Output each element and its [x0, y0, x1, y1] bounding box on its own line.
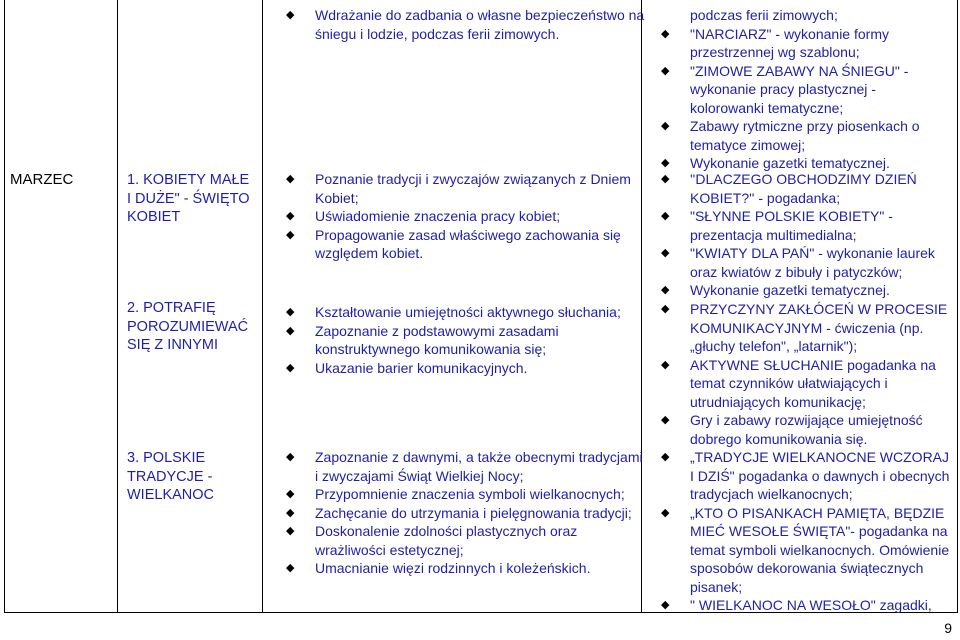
topic-3: 3. POLSKIE TRADYCJE - WIELKANOC: [127, 450, 215, 503]
goals-group-2: [286, 303, 645, 377]
activities-group-1: [661, 170, 952, 300]
bullet-icon: ◆: [286, 451, 295, 463]
goal-item: ◆ Wdrażanie do zadbania o własne bezpieczeństwo na śniegu i lodzie, podczas ferii zimowych.: [286, 7, 645, 42]
table-border-left: [4, 0, 5, 613]
bullet-icon: ◆: [661, 27, 670, 40]
table-border-col2: [262, 0, 263, 613]
goal-item: ◆ Propagowanie zasad właściwego zachowania się względem kobiet.: [286, 226, 621, 261]
bullet-icon: ◆: [286, 506, 295, 519]
activity-item: ◆ „TRADYCJE WIELKANOCNE WCZORAJ I DZIŚ" pogadanka o dawnych i obecnych tradycjach wielkanocnych;: [661, 449, 950, 502]
bullet-icon: ◆: [661, 303, 670, 315]
activity-item: ◆ ''DLACZEGO OBCHODZIMY DZIEŃ KOBIET?'' - pogadanka;: [661, 171, 917, 206]
bullet-icon: ◆: [286, 306, 295, 318]
bullet-icon: ◆: [661, 210, 670, 222]
bullet-icon: ◆: [661, 247, 670, 259]
bullet-icon: ◆: [661, 414, 670, 426]
bullet-icon: ◆: [286, 324, 295, 337]
goal-item: ◆ Ukazanie barier komunikacyjnych.: [286, 359, 528, 376]
activity-item: ◆ „KTO O PISANKACH PAMIĘTA, BĘDZIE MIEĆ WESOŁE ŚWIĘTA"- pogadanka na temat symboli wielkanocnych. Omówienie sposobów dekorowania świątecznych pisanek;: [661, 504, 950, 595]
page-number: 9: [944, 620, 952, 636]
activity-item: ◆ Wykonanie gazetki tematycznej.: [661, 155, 890, 171]
activity-item: ◆ Wykonanie gazetki tematycznej.: [661, 282, 890, 298]
bullet-icon: ◆: [286, 562, 295, 574]
activity-continued-text: podczas ferii zimowych;: [690, 7, 838, 23]
bullet-icon: ◆: [661, 599, 670, 611]
bullet-icon: ◆: [661, 506, 670, 519]
activity-item: ◆ Gry i zabawy rozwijające umiejętność dobrego komunikowania się.: [661, 412, 923, 447]
goal-item: ◆ Zachęcanie do utrzymania i pielęgnowania tradycji;: [286, 504, 632, 521]
bullet-icon: ◆: [286, 525, 295, 537]
bullet-icon: ◆: [661, 120, 670, 132]
activities-group-0: [661, 25, 952, 173]
bullet-icon: ◆: [286, 361, 295, 374]
activity-item: ◆ "NARCIARZ" - wykonanie formy przestrzennej wg szablonu;: [661, 25, 889, 60]
bullet-icon: ◆: [661, 157, 670, 169]
goal-item: ◆ Umacnianie więzi rodzinnych i koleżeńskich.: [286, 560, 591, 576]
goals-group-1: [286, 170, 645, 263]
goals-group-0: [286, 6, 645, 43]
bullet-icon: ◆: [286, 173, 295, 185]
activity-item: ◆ "KWIATY DLA PAŃ" - wykonanie laurek oraz kwiatów z bibuły i patyczków;: [661, 245, 935, 280]
goal-item: ◆ Doskonalenie zdolności plastycznych oraz wrażliwości estetycznej;: [286, 523, 578, 558]
activity-item: ◆ "ZIMOWE ZABAWY NA ŚNIEGU" - wykonanie pracy plastycznej - kolorowanki tematyczne;: [661, 62, 909, 116]
goal-item: ◆ Przypomnienie znaczenia symboli wielkanocnych;: [286, 486, 625, 502]
activity-item: ◆ PRZYCZYNY ZAKŁÓCEŃ W PROCESIE KOMUNIKACYJNYM - ćwiczenia (np. „głuchy telefon", „latarnik");: [661, 301, 948, 354]
goal-item: ◆ Zapoznanie z dawnymi, a także obecnymi tradycjami i zwyczajami Świąt Wielkiej Nocy;: [286, 449, 643, 484]
goal-item: ◆ Zapoznanie z podstawowymi zasadami konstruktywnego komunikowania się;: [286, 322, 559, 357]
activities-group-3: [661, 448, 952, 615]
goal-item: ◆ Poznanie tradycji i zwyczajów związanych z Dniem Kobiet;: [286, 171, 631, 206]
table-border-col1: [117, 0, 118, 613]
topic-2: 2. POTRAFIĘ POROZUMIEWAĆ SIĘ Z INNYMI: [127, 300, 249, 353]
bullet-icon: ◆: [286, 9, 295, 21]
bullet-icon: ◆: [661, 284, 670, 296]
topic-1: 1. KOBIETY MAŁE I DUŻE" - ŚWIĘTO KOBIET: [127, 172, 250, 225]
activity-item: ◆ "SŁYNNE POLSKIE KOBIETY" - prezentacja multimedialna;: [661, 208, 893, 243]
activity-item: ◆ AKTYWNE SŁUCHANIE pogadanka na temat czynników ułatwiających i utrudniających komunikację;: [661, 356, 936, 410]
bullet-icon: ◆: [286, 210, 295, 222]
activity-item: ◆ " WIELKANOC NA WESOŁO" zagadki,: [661, 597, 932, 613]
bullet-icon: ◆: [286, 228, 295, 241]
bullet-icon: ◆: [661, 358, 670, 371]
bullet-icon: ◆: [286, 488, 295, 500]
bullet-icon: ◆: [661, 64, 670, 77]
bullet-icon: ◆: [661, 451, 670, 463]
goals-group-3: [286, 448, 645, 578]
activities-continued: [690, 6, 952, 25]
month-label: MARZEC: [10, 171, 74, 188]
activities-group-2: [661, 300, 952, 448]
table-border-right: [957, 0, 958, 613]
goal-item: ◆ Uświadomienie znaczenia pracy kobiet;: [286, 208, 561, 224]
goal-item: ◆ Kształtowanie umiejętności aktywnego słuchania;: [286, 304, 621, 320]
bullet-icon: ◆: [661, 173, 670, 185]
activity-item: ◆ Zabawy rytmiczne przy piosenkach o tematyce zimowej;: [661, 118, 920, 153]
